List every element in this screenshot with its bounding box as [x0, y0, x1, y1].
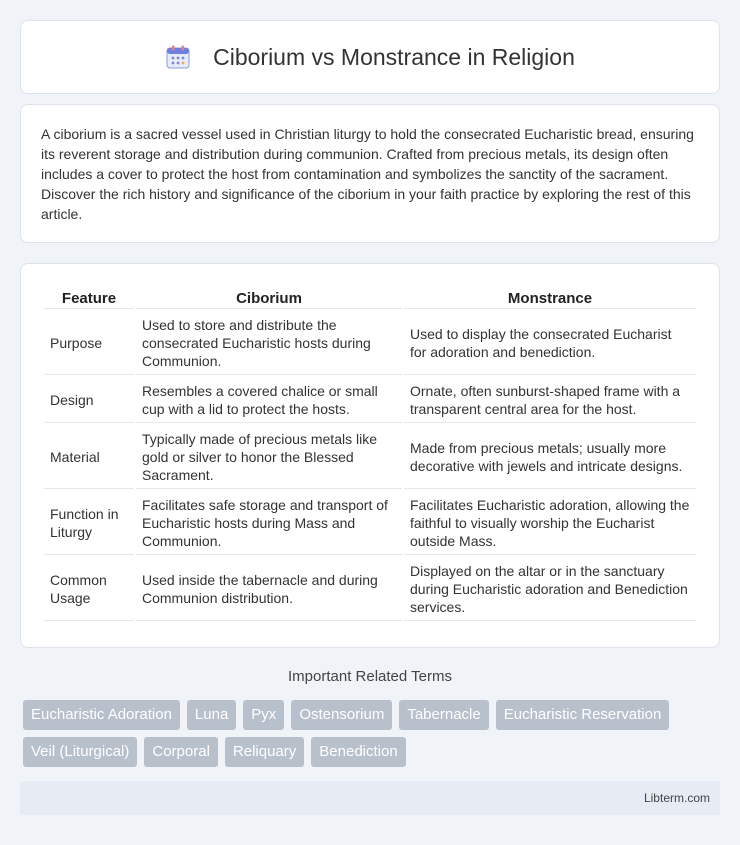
footer-site-link[interactable]: Libterm.com [643, 791, 710, 805]
monstrance-cell: Displayed on the altar or in the sanctuary during Eucharistic adoration and Benediction services. [404, 557, 696, 621]
related-term-tag[interactable]: Eucharistic Reservation [496, 700, 670, 730]
related-term-tag[interactable]: Pyx [243, 700, 284, 730]
related-term-tag[interactable]: Eucharistic Adoration [23, 700, 180, 730]
ciborium-cell: Resembles a covered chalice or small cup with a lid to protect the hosts. [136, 377, 402, 423]
header-ciborium: Ciborium [136, 287, 402, 309]
ciborium-cell: Facilitates safe storage and transport of Eucharistic hosts during Mass and Communion. [136, 491, 402, 555]
intro-card [20, 104, 720, 243]
intro-text: A ciborium is a sacred vessel used in Christian liturgy to hold the consecrated Eucharistic bread, ensuring its reverent storage and distribution during communion. Crafted from precious metals, its design often includes a cover to protect the host from contamination and symbolizes the sanctity of the sacrament. Discover the rich history and significance of the ciborium in your faith practice by exploring the rest of this article. [41, 126, 694, 222]
related-term-tag[interactable]: Luna [187, 700, 236, 730]
monstrance-cell: Ornate, often sunburst-shaped frame with a transparent central area for the host. [404, 377, 696, 423]
feature-cell: Function in Liturgy [44, 491, 134, 555]
comparison-table [42, 285, 698, 623]
related-term-tag[interactable]: Veil (Liturgical) [23, 737, 137, 767]
table-row [44, 425, 696, 489]
related-term-tag[interactable]: Ostensorium [291, 700, 392, 730]
header-card [20, 20, 720, 94]
comparison-card [20, 263, 720, 648]
ciborium-cell: Used inside the tabernacle and during Communion distribution. [136, 557, 402, 621]
related-term-tag[interactable]: Tabernacle [399, 700, 488, 730]
header-monstrance: Monstrance [404, 287, 696, 309]
related-term-tag[interactable]: Reliquary [225, 737, 304, 767]
related-term-tag[interactable]: Corporal [144, 737, 218, 767]
calendar-icon [165, 44, 191, 70]
table-row [44, 311, 696, 375]
feature-cell: Material [44, 425, 134, 489]
footer [20, 781, 720, 815]
ciborium-cell: Typically made of precious metals like gold or silver to honor the Blessed Sacrament. [136, 425, 402, 489]
header-feature: Feature [44, 287, 134, 309]
page-title: Ciborium vs Monstrance in Religion [213, 43, 575, 70]
related-terms-title: Important Related Terms [288, 668, 452, 685]
table-header-row [44, 287, 696, 309]
table-row [44, 491, 696, 555]
monstrance-cell: Facilitates Eucharistic adoration, allowing the faithful to visually worship the Eucharist outside Mass. [404, 491, 696, 555]
related-term-tag[interactable]: Benediction [311, 737, 405, 767]
table-row [44, 377, 696, 423]
feature-cell: Design [44, 377, 134, 423]
feature-cell: Common Usage [44, 557, 134, 621]
ciborium-cell: Used to store and distribute the consecrated Eucharistic hosts during Communion. [136, 311, 402, 375]
feature-cell: Purpose [44, 311, 134, 375]
monstrance-cell: Used to display the consecrated Eucharist for adoration and benediction. [404, 311, 696, 375]
monstrance-cell: Made from precious metals; usually more decorative with jewels and intricate designs. [404, 425, 696, 489]
related-terms-list [23, 700, 723, 774]
table-row [44, 557, 696, 621]
